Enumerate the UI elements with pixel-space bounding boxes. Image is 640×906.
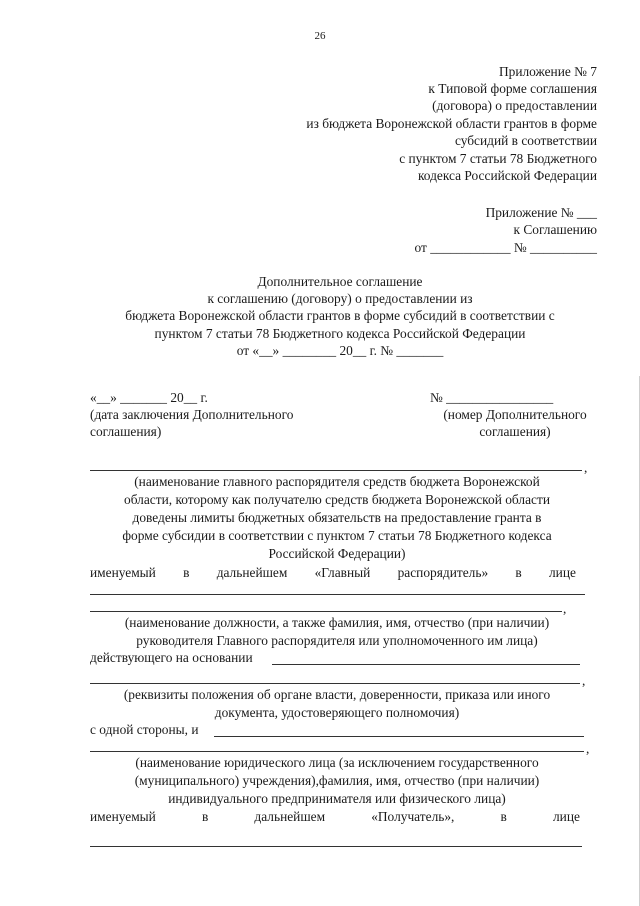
named-line-1 — [90, 565, 576, 581]
appendix-line: (договора) о предоставлении — [432, 98, 597, 113]
appendix-line: к Типовой форме соглашения — [428, 81, 597, 96]
fill-line[interactable] — [90, 611, 562, 612]
title-line: пунктом 7 статьи 78 Бюджетного кодекса Российской Федерации — [154, 326, 526, 341]
acting-basis-field[interactable] — [272, 664, 580, 665]
word: лице — [548, 565, 576, 580]
caption-line: (наименование юридического лица (за исключением государственного — [135, 755, 539, 770]
word: именуемый — [90, 809, 156, 824]
word: «Главный — [314, 565, 371, 580]
fill-line[interactable] — [90, 683, 580, 684]
comma: , — [584, 460, 588, 475]
word: в — [500, 809, 507, 824]
caption-line: форме субсидии в соответствии с пунктом 7 статьи 78 Бюджетного кодекса — [122, 528, 552, 543]
comma: , — [586, 741, 590, 756]
fill-line[interactable] — [90, 751, 584, 752]
word: именуемый — [90, 565, 156, 580]
caption-line: Российской Федерации) — [268, 546, 406, 561]
title-line: к соглашению (договору) о предоставлении из — [207, 291, 473, 306]
number-field[interactable]: № ________________ — [430, 390, 554, 405]
number-caption: (номер Дополнительного — [443, 407, 587, 422]
title-line: Дополнительное соглашение — [257, 274, 423, 289]
caption-line: области, которому как получателю средств бюджета Воронежской области — [124, 492, 550, 507]
fill-line[interactable] — [90, 470, 582, 471]
one-side-label: с одной стороны, и — [90, 722, 199, 737]
caption-line: (наименование должности, а также фамилия, имя, отчество (при наличии) — [124, 615, 550, 630]
caption-line: (реквизиты положения об органе власти, доверенности, приказа или иного — [123, 687, 551, 702]
word: в — [183, 565, 190, 580]
acting-basis-label: действующего на основании — [90, 650, 253, 665]
comma: , — [582, 673, 586, 688]
named-line-2 — [90, 809, 580, 825]
appendix-blank-line: к Соглашению — [513, 222, 597, 237]
word: «Получатель», — [371, 809, 455, 824]
appendix-blank-line: от ____________ № __________ — [414, 240, 597, 255]
date-caption: (дата заключения Дополнительного — [90, 407, 294, 422]
caption-line: (муниципального) учреждения),фамилия, имя, отчество (при наличии) — [134, 773, 540, 788]
caption-line: доведены лимиты бюджетных обязательств на предоставление гранта в — [132, 510, 542, 525]
appendix-line: с пунктом 7 статьи 78 Бюджетного — [399, 151, 597, 166]
date-field[interactable]: «__» _______ 20__ г. — [90, 390, 208, 405]
appendix-line: из бюджета Воронежской области грантов в форме — [306, 116, 597, 131]
caption-line: (наименование главного распорядителя средств бюджета Воронежской — [134, 474, 540, 489]
appendix-line: Приложение № 7 — [498, 64, 597, 79]
word: дальнейшем — [216, 565, 288, 580]
title-line: от «__» ________ 20__ г. № _______ — [236, 343, 444, 358]
appendix-blank-line: Приложение № ___ — [485, 205, 597, 220]
comma: , — [563, 601, 567, 616]
word: распорядитель» — [397, 565, 489, 580]
page-number: 26 — [314, 30, 326, 42]
word: дальнейшем — [254, 809, 326, 824]
caption-line: руководителя Главного распорядителя или уполномоченного им лица) — [136, 633, 538, 648]
appendix-line: кодекса Российской Федерации — [417, 168, 597, 183]
date-caption: соглашения) — [90, 424, 162, 439]
caption-line: индивидуального предпринимателя или физического лица) — [168, 791, 506, 806]
one-side-field[interactable] — [214, 736, 584, 737]
word: в — [201, 809, 209, 824]
caption-line: документа, удостоверяющего полномочия) — [214, 705, 460, 720]
number-caption: соглашения) — [479, 424, 551, 439]
fill-line[interactable] — [90, 594, 585, 595]
word: лице — [552, 809, 580, 824]
title-line: бюджета Воронежской области грантов в форме субсидий в соответствии с — [125, 308, 555, 323]
word: в — [515, 565, 522, 580]
appendix-line: субсидий в соответствии — [454, 133, 597, 148]
fill-line[interactable] — [90, 846, 582, 847]
